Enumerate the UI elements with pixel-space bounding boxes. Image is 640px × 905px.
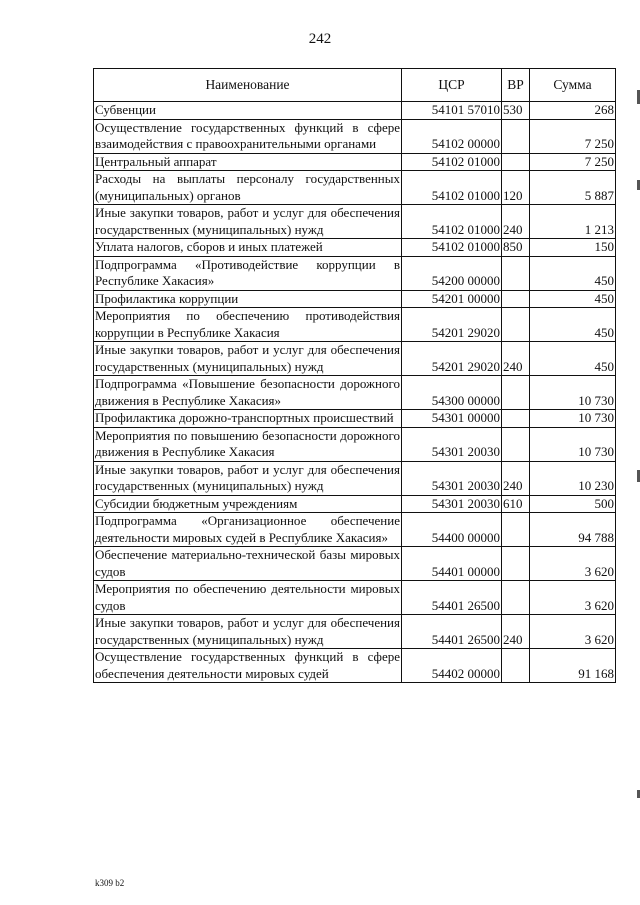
cell-vr	[502, 256, 530, 290]
cell-vr	[502, 410, 530, 428]
cell-sum: 450	[530, 256, 616, 290]
cell-name: Мероприятия по обеспечению деятельности мировых судов	[95, 581, 400, 613]
cell-csr: 54102 00000	[402, 119, 502, 153]
cell-sum: 10 730	[530, 410, 616, 428]
cell-vr	[502, 649, 530, 683]
table-row	[94, 547, 616, 581]
table-row	[94, 239, 616, 257]
cell-vr: 120	[502, 171, 530, 205]
cell-name: Профилактика дорожно-транспортных происшествий	[94, 410, 402, 428]
table-row	[94, 153, 616, 171]
cell-vr: 240	[502, 205, 530, 239]
table-row	[94, 376, 616, 410]
cell-name: Субвенции	[94, 102, 402, 120]
cell-vr: 240	[502, 615, 530, 649]
cell-vr	[502, 153, 530, 171]
table-row	[94, 410, 616, 428]
cell-sum: 7 250	[530, 153, 616, 171]
cell-vr	[502, 308, 530, 342]
budget-table	[93, 68, 616, 683]
table-row	[94, 171, 616, 205]
cell-name: Мероприятия по повышению безопасности дорожного движения в Республике Хакасия	[95, 427, 400, 459]
cell-name: Иные закупки товаров, работ и услуг для обеспечения государственных (муниципальных) нужд	[95, 342, 400, 374]
cell-sum: 450	[530, 290, 616, 308]
cell-name: Центральный аппарат	[94, 153, 402, 171]
scan-edge-marks	[635, 90, 640, 810]
table-row	[94, 427, 616, 461]
cell-name: Уплата налогов, сборов и иных платежей	[94, 239, 402, 257]
table-row	[94, 119, 616, 153]
table-row	[94, 342, 616, 376]
table-row	[94, 649, 616, 683]
cell-csr: 54102 01000	[402, 153, 502, 171]
cell-sum: 150	[530, 239, 616, 257]
table-row	[94, 256, 616, 290]
cell-name: Подпрограмма «Противодействие коррупции в Республике Хакасия»	[95, 256, 400, 288]
cell-name: Иные закупки товаров, работ и услуг для обеспечения государственных (муниципальных) нужд	[95, 205, 400, 237]
cell-csr: 54102 01000	[402, 171, 502, 205]
cell-csr: 54200 00000	[402, 256, 502, 290]
cell-vr: 610	[502, 495, 530, 513]
cell-name: Мероприятия по обеспечению противодействия коррупции в Республике Хакасия	[95, 308, 400, 340]
cell-vr	[502, 427, 530, 461]
cell-sum: 3 620	[530, 547, 616, 581]
table-row	[94, 308, 616, 342]
cell-csr: 54201 00000	[402, 290, 502, 308]
cell-csr: 54101 57010	[402, 102, 502, 120]
cell-vr	[502, 547, 530, 581]
cell-name: Иные закупки товаров, работ и услуг для обеспечения государственных (муниципальных) нужд	[95, 461, 400, 493]
cell-vr	[502, 513, 530, 547]
cell-csr: 54401 00000	[402, 547, 502, 581]
cell-vr	[502, 290, 530, 308]
cell-sum: 91 168	[530, 649, 616, 683]
cell-name: Субсидии бюджетным учреждениям	[94, 495, 402, 513]
footer-code: k309 b2	[95, 878, 125, 888]
table-row	[94, 290, 616, 308]
table-body	[94, 102, 616, 683]
cell-csr: 54402 00000	[402, 649, 502, 683]
cell-sum: 3 620	[530, 615, 616, 649]
cell-vr	[502, 581, 530, 615]
cell-name: Профилактика коррупции	[94, 290, 402, 308]
table-row	[94, 495, 616, 513]
cell-vr: 240	[502, 342, 530, 376]
table-row	[94, 615, 616, 649]
cell-sum: 94 788	[530, 513, 616, 547]
cell-name: Осуществление государственных функций в сфере обеспечения деятельности мировых судей	[95, 649, 400, 681]
cell-sum: 7 250	[530, 119, 616, 153]
header-sum: Сумма	[530, 69, 616, 102]
cell-vr: 240	[502, 461, 530, 495]
cell-vr	[502, 119, 530, 153]
cell-csr: 54400 00000	[402, 513, 502, 547]
cell-name: Иные закупки товаров, работ и услуг для обеспечения государственных (муниципальных) нужд	[95, 615, 400, 647]
table-row	[94, 102, 616, 120]
cell-csr: 54401 26500	[402, 615, 502, 649]
cell-sum: 500	[530, 495, 616, 513]
cell-name: Расходы на выплаты персоналу государственных (муниципальных) органов	[95, 171, 400, 203]
cell-sum: 10 730	[530, 376, 616, 410]
cell-csr: 54301 20030	[402, 495, 502, 513]
cell-sum: 3 620	[530, 581, 616, 615]
cell-csr: 54201 29020	[402, 308, 502, 342]
header-name: Наименование	[94, 69, 402, 102]
cell-csr: 54301 20030	[402, 427, 502, 461]
cell-sum: 10 230	[530, 461, 616, 495]
cell-sum: 268	[530, 102, 616, 120]
table-header-row	[94, 69, 616, 102]
cell-name: Обеспечение материально-технической базы мировых судов	[95, 547, 400, 579]
table-row	[94, 581, 616, 615]
cell-sum: 450	[530, 308, 616, 342]
cell-vr	[502, 376, 530, 410]
cell-sum: 5 887	[530, 171, 616, 205]
cell-name: Осуществление государственных функций в сфере взаимодействия с правоохранительными органами	[95, 119, 400, 151]
cell-name: Подпрограмма «Организационное обеспечение деятельности мировых судей в Республике Хакасия»	[95, 513, 400, 545]
header-csr: ЦСР	[402, 69, 502, 102]
cell-sum: 1 213	[530, 205, 616, 239]
cell-csr: 54301 20030	[402, 461, 502, 495]
cell-csr: 54102 01000	[402, 239, 502, 257]
table-row	[94, 461, 616, 495]
page-number: 242	[308, 31, 332, 47]
cell-name: Подпрограмма «Повышение безопасности дорожного движения в Республике Хакасия»	[95, 376, 400, 408]
cell-csr: 54300 00000	[402, 376, 502, 410]
cell-sum: 10 730	[530, 427, 616, 461]
cell-csr: 54102 01000	[402, 205, 502, 239]
table-row	[94, 513, 616, 547]
cell-csr: 54201 29020	[402, 342, 502, 376]
cell-vr: 850	[502, 239, 530, 257]
cell-vr: 530	[502, 102, 530, 120]
cell-csr: 54301 00000	[402, 410, 502, 428]
cell-sum: 450	[530, 342, 616, 376]
table-row	[94, 205, 616, 239]
header-vr: ВР	[502, 69, 530, 102]
cell-csr: 54401 26500	[402, 581, 502, 615]
